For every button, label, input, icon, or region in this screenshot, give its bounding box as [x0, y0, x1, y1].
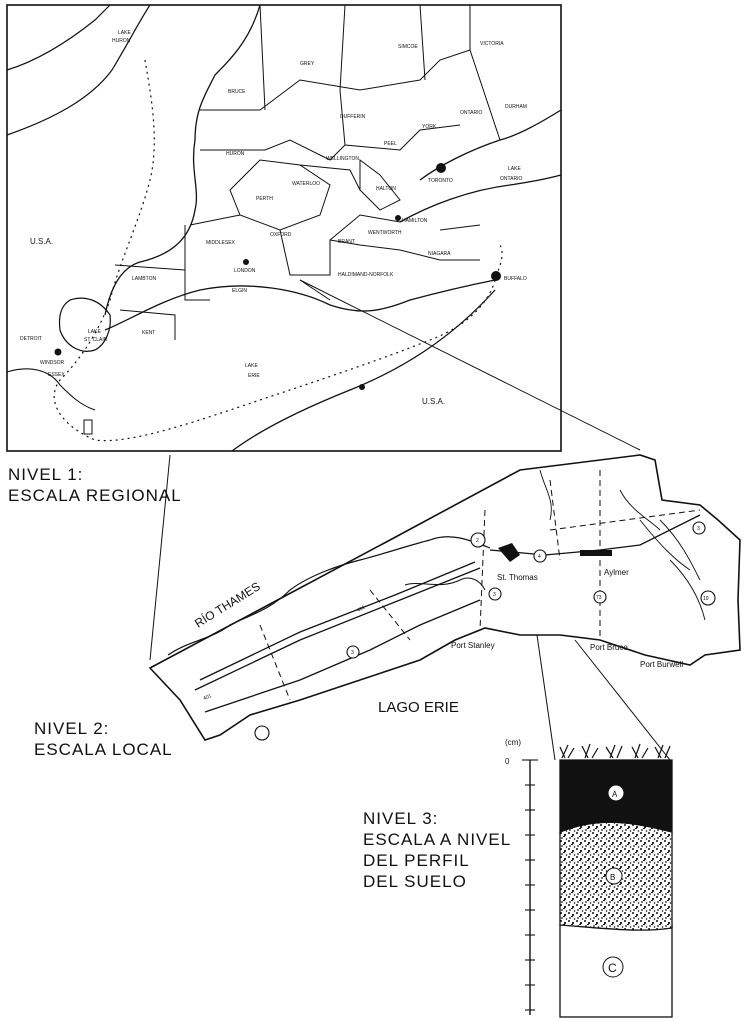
county-label: WINDSOR [40, 360, 65, 366]
horizon-a-label: A [612, 790, 618, 799]
lake-st-clair-label-1: LAKE [88, 329, 101, 335]
hwy-3-label: 3 [493, 592, 496, 598]
county-label: PEEL [384, 141, 397, 147]
county-label: YORK [422, 124, 437, 130]
soil-profile [505, 738, 672, 1017]
hamilton-label: HAMILTON [402, 218, 428, 224]
county-label: DUFFERIN [340, 114, 366, 120]
lake-huron-label-2: HURON [112, 38, 131, 44]
port-stanley-label: Port Stanley [451, 641, 495, 650]
hwy-3b-label: 3 [697, 526, 700, 532]
port-bruce-label: Port Bruce [590, 643, 628, 652]
county-label: HURON [226, 151, 245, 157]
county-label: BRANT [338, 239, 355, 245]
county-label: LAMBTON [132, 276, 157, 282]
county-label: KENT [142, 330, 156, 336]
local-map [150, 455, 740, 760]
lago-erie-label: LAGO ERIE [378, 699, 459, 716]
county-label: ESSEX [48, 372, 65, 378]
thames-label: RÍO THAMES [192, 579, 263, 631]
horizon-b-label: B [610, 873, 616, 882]
erie-dot [359, 384, 365, 390]
lake-ontario-label-1: LAKE [508, 166, 521, 172]
county-label: GREY [300, 61, 315, 67]
level-1-caption [8, 464, 182, 506]
detroit-label: DETROIT [20, 336, 42, 342]
level-3-title: NIVEL 3: [363, 809, 439, 828]
county-label: OXFORD [270, 232, 292, 238]
lake-ontario-label-2: ONTARIO [500, 176, 523, 182]
detroit-dot [55, 349, 62, 356]
county-label: VICTORIA [480, 41, 504, 47]
level-3-scale-1: ESCALA A NIVEL [363, 830, 512, 849]
county-label: SIMCOE [398, 44, 418, 50]
hwy-3c-label: 3 [351, 650, 354, 656]
callout-line-profile-left [537, 635, 555, 760]
level-2-scale: ESCALA LOCAL [34, 740, 173, 759]
county-label: HALTON [376, 186, 396, 192]
county-label: NIAGARA [428, 251, 451, 257]
level-2-caption [34, 718, 173, 760]
london-dot [243, 259, 249, 265]
level-3-scale-2: DEL PERFIL [363, 851, 470, 870]
county-label: ONTARIO [460, 110, 483, 116]
st-thomas-label: St. Thomas [497, 573, 538, 582]
county-label: WENTWORTH [368, 230, 402, 236]
county-label: MIDDLESEX [206, 240, 235, 246]
county-label: DURHAM [505, 104, 527, 110]
surface-vegetation [560, 744, 670, 758]
lake-st-clair-label-2: ST. CLAIR [84, 337, 108, 343]
level-2-title: NIVEL 2: [34, 719, 110, 738]
hamilton-dot [395, 215, 401, 221]
hwy-401a-label: 401 [356, 604, 367, 614]
buffalo-dot [491, 271, 501, 281]
hwy-19-label: 19 [703, 596, 709, 602]
lake-erie-label-1: LAKE [245, 363, 258, 369]
hwy-401b-label: 401 [202, 693, 213, 702]
depth-zero-label: 0 [505, 757, 510, 766]
county-label: BRUCE [228, 89, 246, 95]
county-label: WATERLOO [292, 181, 321, 187]
lake-huron-label-1: LAKE [118, 30, 131, 36]
depth-unit-label: (cm) [505, 738, 521, 747]
level-1-title: NIVEL 1: [8, 465, 84, 484]
toronto-dot [436, 163, 446, 173]
hwy-2-label: 2 [476, 538, 479, 544]
hwy-4-label: 4 [538, 554, 541, 560]
usa-south-label: U.S.A. [422, 397, 446, 406]
county-label: WELLINGTON [326, 156, 359, 162]
lake-erie-label-2: ERIE [248, 373, 260, 379]
horizon-c-label: C [608, 961, 617, 975]
level-3-caption [363, 808, 511, 892]
usa-west-label: U.S.A. [30, 237, 54, 246]
toronto-label: TORONTO [428, 178, 453, 184]
county-label: HALDIMAND-NORFOLK [338, 272, 394, 278]
aylmer-label: Aylmer [604, 568, 629, 577]
county-label: PERTH [256, 196, 273, 202]
aylmer-marker [580, 550, 612, 556]
county-label: ELGIN [232, 288, 248, 294]
level-3-scale-3: DEL SUELO [363, 872, 467, 891]
buffalo-label: BUFFALO [504, 276, 527, 282]
hwy-73-label: 73 [596, 595, 602, 601]
port-burwell-label: Port Burwell [640, 660, 684, 669]
hwy-shield [255, 726, 269, 740]
london-label: LONDON [234, 268, 256, 274]
level-1-scale: ESCALA REGIONAL [8, 486, 182, 505]
